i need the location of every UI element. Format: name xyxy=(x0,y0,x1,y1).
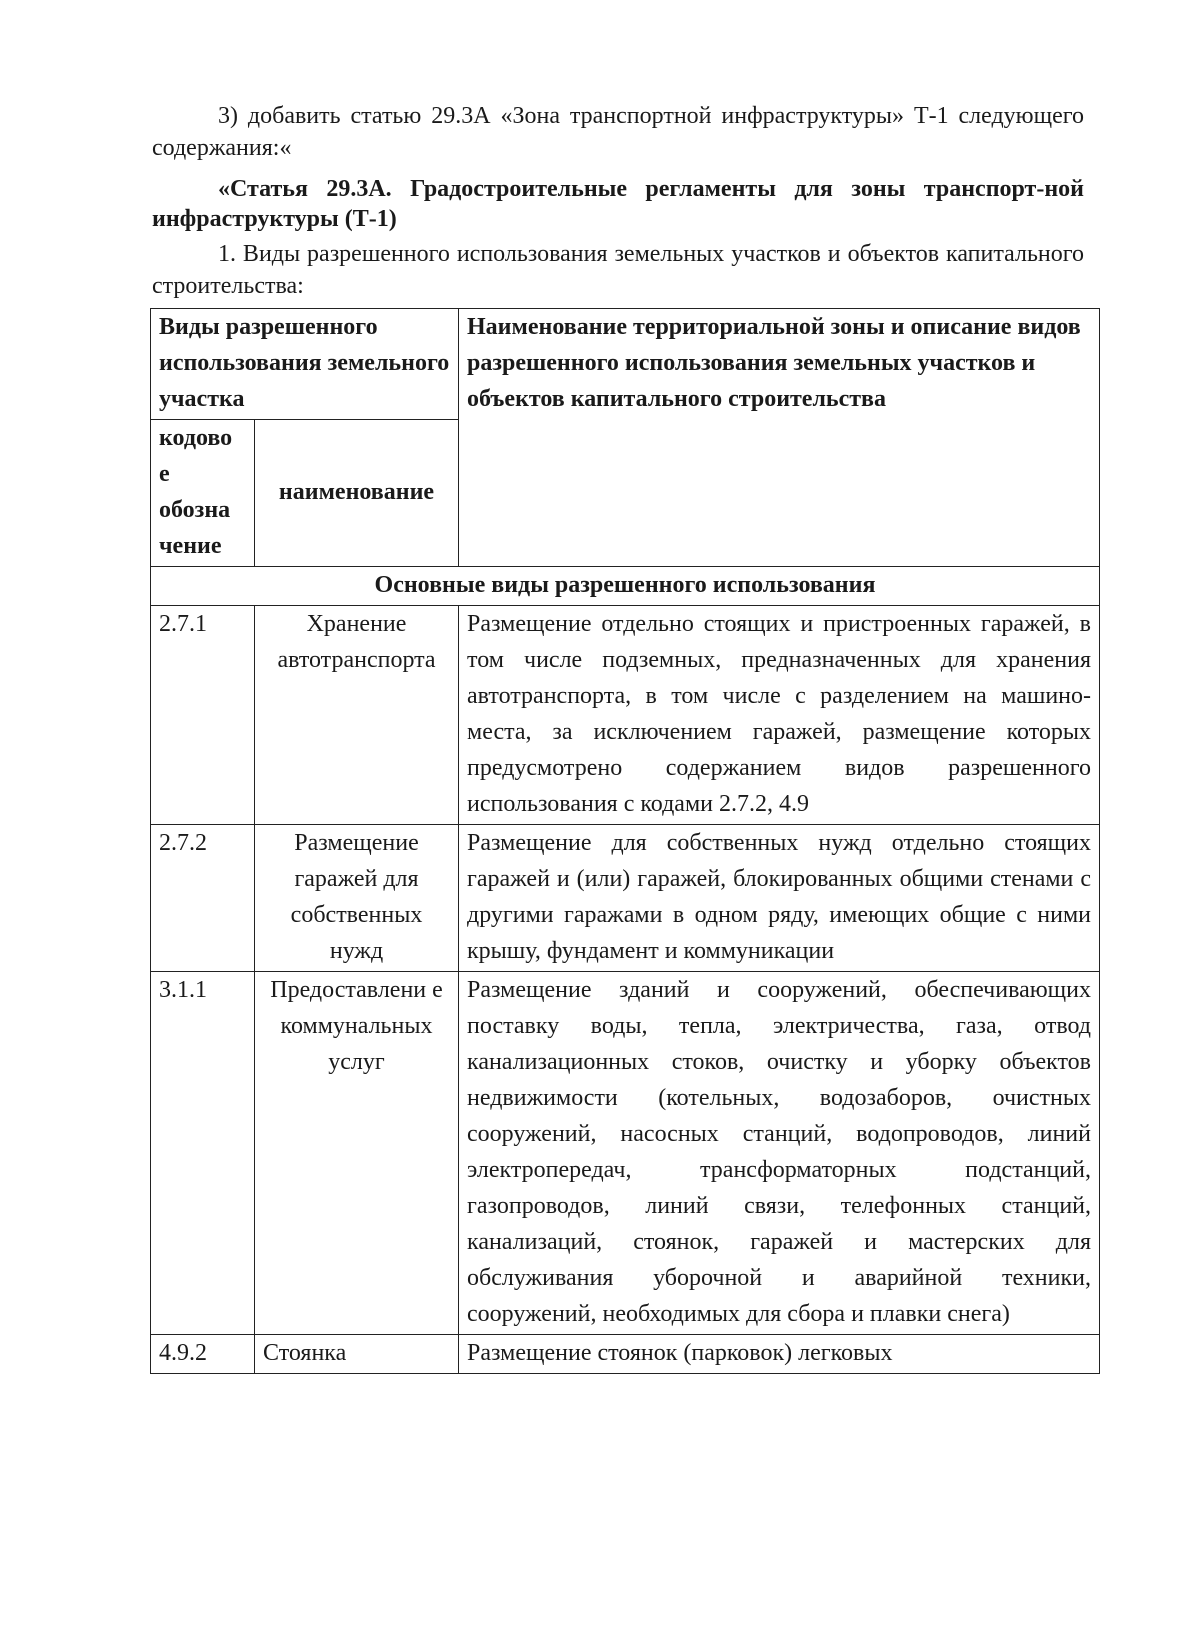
table-header-row xyxy=(151,309,1100,420)
row-name: Хранение автотранспорта xyxy=(255,606,459,825)
row-code: 2.7.2 xyxy=(151,825,255,972)
table-row xyxy=(151,825,1100,972)
row-name: Предоставлени е коммунальных услуг xyxy=(255,972,459,1335)
row-name: Стоянка xyxy=(255,1335,459,1374)
header-code-cell: кодово е обозна чение xyxy=(151,420,255,567)
header-description-cell: Наименование территориальной зоны и описание видов разрешенного использования земельных участков и объектов капитального строительства xyxy=(459,309,1100,567)
row-code: 3.1.1 xyxy=(151,972,255,1335)
regulations-table xyxy=(150,308,1100,1374)
section-intro-paragraph: 1. Виды разрешенного использования земельных участков и объектов капитального строительства: xyxy=(152,241,1084,299)
row-description: Размещение зданий и сооружений, обеспечивающих поставку воды, тепла, электричества, газа, отвод канализационных стоков, очистку и уборку объектов недвижимости (котельных, водозаборов, очистных сооружений, насосных станций, водопроводов, линий электропередач, трансформаторных подстанций, газопроводов, линий связи, телефонных станций, канализаций, стоянок, гаражей и мастерских для обслуживания уборочной и аварийной техники, сооружений, необходимых для сбора и плавки снега) xyxy=(459,972,1100,1335)
row-description: Размещение для собственных нужд отдельно стоящих гаражей и (или) гаражей, блокированных общими стенами с другими гаражами в одном ряду, имеющих общие с ними крышу, фундамент и коммуникации xyxy=(459,825,1100,972)
section-title: Основные виды разрешенного использования xyxy=(151,567,1100,606)
row-description: Размещение стоянок (парковок) легковых xyxy=(459,1335,1100,1374)
row-description: Размещение отдельно стоящих и пристроенных гаражей, в том числе подземных, предназначенных для хранения автотранспорта, в том числе с разделением на машино-места, за исключением гаражей, размещение которых предусмотрено содержанием видов разрешенного использования с кодами 2.7.2, 4.9 xyxy=(459,606,1100,825)
table-row xyxy=(151,606,1100,825)
table-row xyxy=(151,972,1100,1335)
header-group-cell: Виды разрешенного использования земельного участка xyxy=(151,309,459,420)
row-name: Размещение гаражей для собственных нужд xyxy=(255,825,459,972)
row-code: 2.7.1 xyxy=(151,606,255,825)
header-name-cell: наименование xyxy=(255,420,459,567)
article-heading: «Статья 29.3А. Градостроительные регламенты для зоны транспорт-ной инфраструктуры (Т-1) xyxy=(152,176,1084,232)
row-code: 4.9.2 xyxy=(151,1335,255,1374)
section-row xyxy=(151,567,1100,606)
table-row xyxy=(151,1335,1100,1374)
amendment-paragraph: 3) добавить статью 29.3А «Зона транспортной инфраструктуры» Т-1 следующего содержания:« xyxy=(152,103,1084,161)
